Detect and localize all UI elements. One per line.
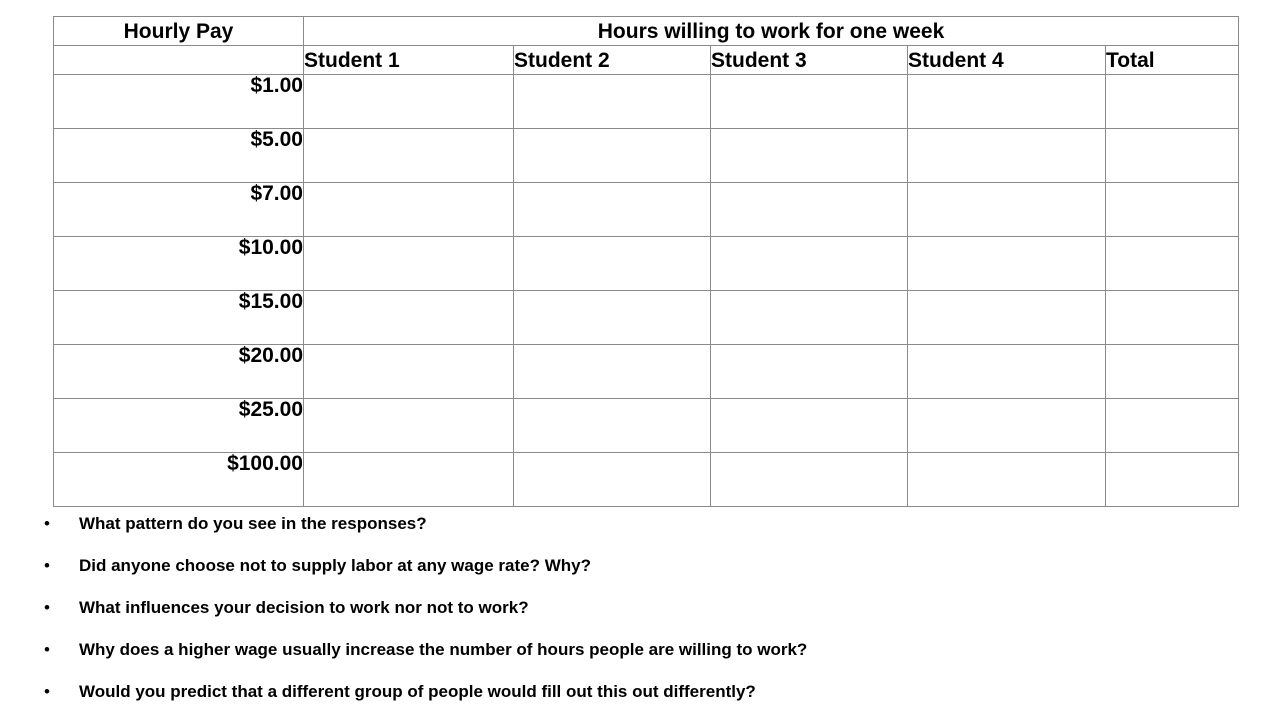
question-text: Why does a higher wage usually increase the number of hours people are willing to work? xyxy=(79,640,808,659)
hours-entry-cell[interactable] xyxy=(304,345,514,399)
hours-entry-cell[interactable] xyxy=(1106,453,1239,507)
hours-entry-cell[interactable] xyxy=(908,345,1106,399)
hours-entry-cell[interactable] xyxy=(908,183,1106,237)
blank-header-cell xyxy=(54,46,304,75)
header-row-1 xyxy=(54,17,1239,46)
discussion-questions xyxy=(40,512,1240,720)
hourly-pay-cell: $7.00 xyxy=(54,183,304,237)
hours-entry-cell[interactable] xyxy=(514,237,711,291)
question-text: What influences your decision to work nor not to work? xyxy=(79,598,529,617)
table-row xyxy=(54,237,1239,291)
question-text: Would you predict that a different group of people would fill out this out differently? xyxy=(79,682,756,701)
question-item xyxy=(40,638,1240,680)
hourly-pay-cell: $10.00 xyxy=(54,237,304,291)
bullet-icon: • xyxy=(44,514,50,533)
hours-entry-cell[interactable] xyxy=(711,453,908,507)
hours-entry-cell[interactable] xyxy=(908,129,1106,183)
bullet-icon: • xyxy=(44,556,50,575)
hours-entry-cell[interactable] xyxy=(1106,75,1239,129)
question-text: What pattern do you see in the responses? xyxy=(79,514,427,533)
hours-entry-cell[interactable] xyxy=(711,183,908,237)
student-4-header: Student 4 xyxy=(908,46,1106,75)
hourly-pay-cell: $15.00 xyxy=(54,291,304,345)
bullet-icon: • xyxy=(44,640,50,659)
hours-entry-cell[interactable] xyxy=(1106,345,1239,399)
hours-entry-cell[interactable] xyxy=(711,237,908,291)
student-3-header: Student 3 xyxy=(711,46,908,75)
table-row xyxy=(54,75,1239,129)
hours-entry-cell[interactable] xyxy=(711,291,908,345)
table-row xyxy=(54,453,1239,507)
hours-entry-cell[interactable] xyxy=(1106,237,1239,291)
hours-entry-cell[interactable] xyxy=(711,75,908,129)
hours-entry-cell[interactable] xyxy=(908,291,1106,345)
hours-entry-cell[interactable] xyxy=(711,345,908,399)
hours-entry-cell[interactable] xyxy=(514,129,711,183)
hours-entry-cell[interactable] xyxy=(711,399,908,453)
total-header: Total xyxy=(1106,46,1239,75)
hours-entry-cell[interactable] xyxy=(514,345,711,399)
hours-entry-cell[interactable] xyxy=(304,75,514,129)
student-1-header: Student 1 xyxy=(304,46,514,75)
hourly-pay-cell: $20.00 xyxy=(54,345,304,399)
question-item xyxy=(40,554,1240,596)
hourly-pay-header: Hourly Pay xyxy=(54,17,304,46)
header-row-2 xyxy=(54,46,1239,75)
hours-entry-cell[interactable] xyxy=(304,183,514,237)
table-row xyxy=(54,345,1239,399)
hours-entry-cell[interactable] xyxy=(1106,291,1239,345)
labor-supply-table xyxy=(53,16,1239,507)
hours-entry-cell[interactable] xyxy=(514,291,711,345)
table-row xyxy=(54,291,1239,345)
question-item xyxy=(40,596,1240,638)
hours-entry-cell[interactable] xyxy=(1106,183,1239,237)
hours-entry-cell[interactable] xyxy=(514,453,711,507)
hours-entry-cell[interactable] xyxy=(1106,399,1239,453)
hourly-pay-cell: $100.00 xyxy=(54,453,304,507)
hours-entry-cell[interactable] xyxy=(908,399,1106,453)
hours-entry-cell[interactable] xyxy=(514,75,711,129)
hourly-pay-cell: $1.00 xyxy=(54,75,304,129)
hours-entry-cell[interactable] xyxy=(1106,129,1239,183)
hours-entry-cell[interactable] xyxy=(908,75,1106,129)
table-row xyxy=(54,399,1239,453)
hours-willing-header: Hours willing to work for one week xyxy=(304,17,1239,46)
hours-entry-cell[interactable] xyxy=(514,399,711,453)
hours-entry-cell[interactable] xyxy=(304,453,514,507)
hours-entry-cell[interactable] xyxy=(304,291,514,345)
question-item xyxy=(40,680,1240,720)
hours-entry-cell[interactable] xyxy=(304,129,514,183)
bullet-icon: • xyxy=(44,682,50,701)
question-text: Did anyone choose not to supply labor at any wage rate? Why? xyxy=(79,556,591,575)
hours-entry-cell[interactable] xyxy=(711,129,908,183)
hours-entry-cell[interactable] xyxy=(908,237,1106,291)
student-2-header: Student 2 xyxy=(514,46,711,75)
question-item xyxy=(40,512,1240,554)
table-row xyxy=(54,129,1239,183)
hours-entry-cell[interactable] xyxy=(908,453,1106,507)
hourly-pay-cell: $5.00 xyxy=(54,129,304,183)
hours-entry-cell[interactable] xyxy=(514,183,711,237)
hours-entry-cell[interactable] xyxy=(304,399,514,453)
hours-entry-cell[interactable] xyxy=(304,237,514,291)
hourly-pay-cell: $25.00 xyxy=(54,399,304,453)
bullet-icon: • xyxy=(44,598,50,617)
table-row xyxy=(54,183,1239,237)
